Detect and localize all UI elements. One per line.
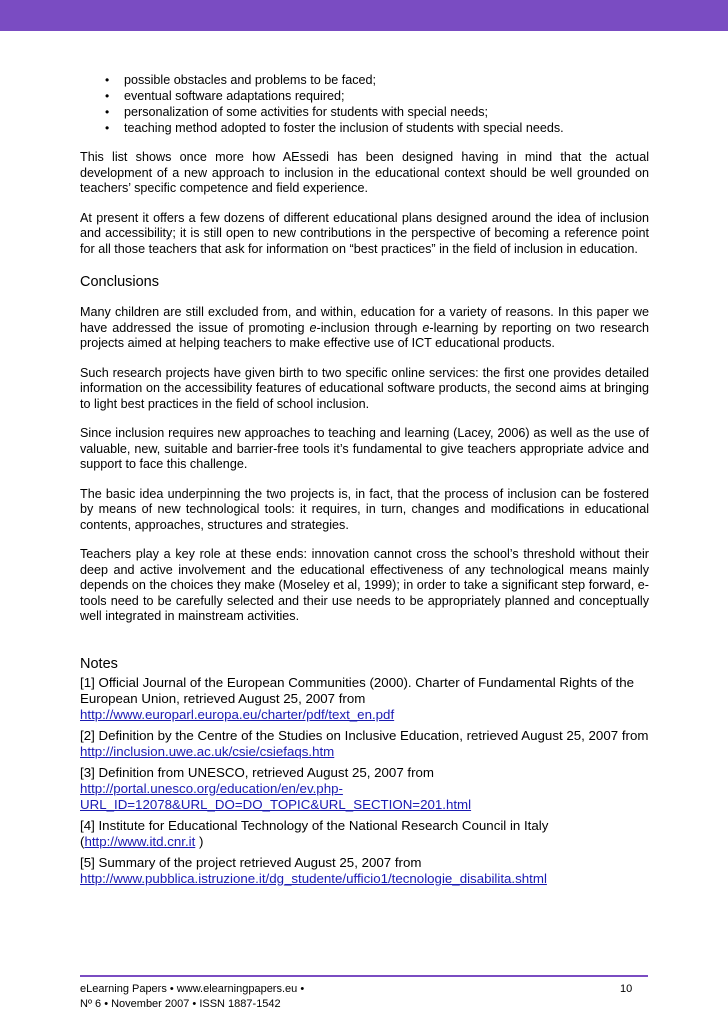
paragraph: Such research projects have given birth to two specific online services: the first one provides detailed information on the accessibility features of educational software products, the second aims at bringing to light best practices in the field of school inclusion. <box>80 365 649 411</box>
footer-text: eLearning Papers • www.elearningpapers.eu • Nº 6 • November 2007 • ISSN 1887-1542 <box>80 983 305 1010</box>
header-bar <box>0 0 728 31</box>
notes-heading: Notes <box>80 655 118 672</box>
note-item: [2] Definition by the Centre of the Studies on Inclusive Education, retrieved August 25, 2007 from http://inclusion.uwe.ac.uk/csie/csiefaqs.htm <box>80 727 649 759</box>
page-number: 10 <box>620 983 633 995</box>
note-link[interactable]: http://inclusion.uwe.ac.uk/csie/csiefaqs.htm <box>80 743 335 759</box>
note-item: [4] Institute for Educational Technology of the National Research Council in Italy (http://www.itd.cnr.it ) <box>80 817 549 849</box>
bullet-icon: • <box>105 73 110 87</box>
bullet-icon: • <box>105 105 110 119</box>
note-link[interactable]: http://www.europarl.europa.eu/charter/pdf/text_en.pdf <box>80 706 395 722</box>
note-link[interactable]: http://www.pubblica.istruzione.it/dg_studente/ufficio1/tecnologie_disabilita.shtml <box>80 870 547 886</box>
list-item: • possible obstacles and problems to be faced; <box>105 73 377 87</box>
paragraph: The basic idea underpinning the two projects is, in fact, that the process of inclusion can be fostered by means of new technological tools: it requires, in turn, changes and modifications in educational contents, approaches, structures and strategies. <box>80 486 649 532</box>
bullet-list <box>80 72 649 136</box>
page-content <box>80 72 649 887</box>
note-link[interactable]: http://www.itd.cnr.it <box>84 833 196 849</box>
list-item: • personalization of some activities for students with special needs; <box>105 105 489 119</box>
bullet-icon: • <box>105 89 110 103</box>
paragraph: Since inclusion requires new approaches to teaching and learning (Lacey, 2006) as well as the use of valuable, new, suitable and barrier-free tools it’s fundamental to give teachers appropriate advice and support to face this challenge. <box>80 426 649 471</box>
note-item: [3] Definition from UNESCO, retrieved August 25, 2007 from http://portal.unesco.org/education/en/ev.php- URL_ID=12078&URL_DO=DO_TOPIC&URL_SECTION=201.html <box>80 764 472 812</box>
paragraph: Teachers play a key role at these ends: innovation cannot cross the school’s threshold without their deep and active involvement and the educational effectiveness of any technological means mainly depends on the choices they make (Moseley et al, 1999); in order to take a significant step forward, e-tools need to be carefully selected and their use needs to be appropriately planned and conceptually well integrated in mainstream activities. <box>80 547 649 623</box>
bullet-icon: • <box>105 121 110 135</box>
note-item: [1] Official Journal of the European Communities (2000). Charter of Fundamental Rights of the European Union, retrieved August 25, 2007 from http://www.europarl.europa.eu/charter/pdf/text_en.pdf <box>80 674 635 722</box>
list-item: • eventual software adaptations required; <box>105 89 345 103</box>
footer-divider <box>80 975 648 977</box>
paragraph: This list shows once more how AEssedi has been designed having in mind that the actual development of a new approach to inclusion in the educational context should be well grounded on teachers’ specific competence and field experience. <box>80 150 649 195</box>
conclusions-heading: Conclusions <box>80 274 159 290</box>
note-link[interactable]: http://portal.unesco.org/education/en/ev.php- URL_ID=12078&URL_DO=DO_TOPIC&URL_SECTION=201.html <box>80 780 472 812</box>
note-item: [5] Summary of the project retrieved August 25, 2007 from http://www.pubblica.istruzione.it/dg_studente/ufficio1/tecnologie_disabilita.shtml <box>80 854 547 886</box>
list-item: • teaching method adopted to foster the inclusion of students with special needs. <box>105 121 564 135</box>
paragraph: Many children are still excluded from, and within, education for a variety of reasons. In this paper we have addressed the issue of promoting e-inclusion through e-learning by reporting on two research projects aimed at helping teachers to make effective use of ICT educational products. <box>80 305 649 350</box>
paragraph: At present it offers a few dozens of different educational plans designed around the idea of inclusion and accessibility; it is still open to new contributions in the perspective of becoming a reference point for all those teachers that ask for information on “best practices” in the field of inclusion in education. <box>80 210 649 256</box>
